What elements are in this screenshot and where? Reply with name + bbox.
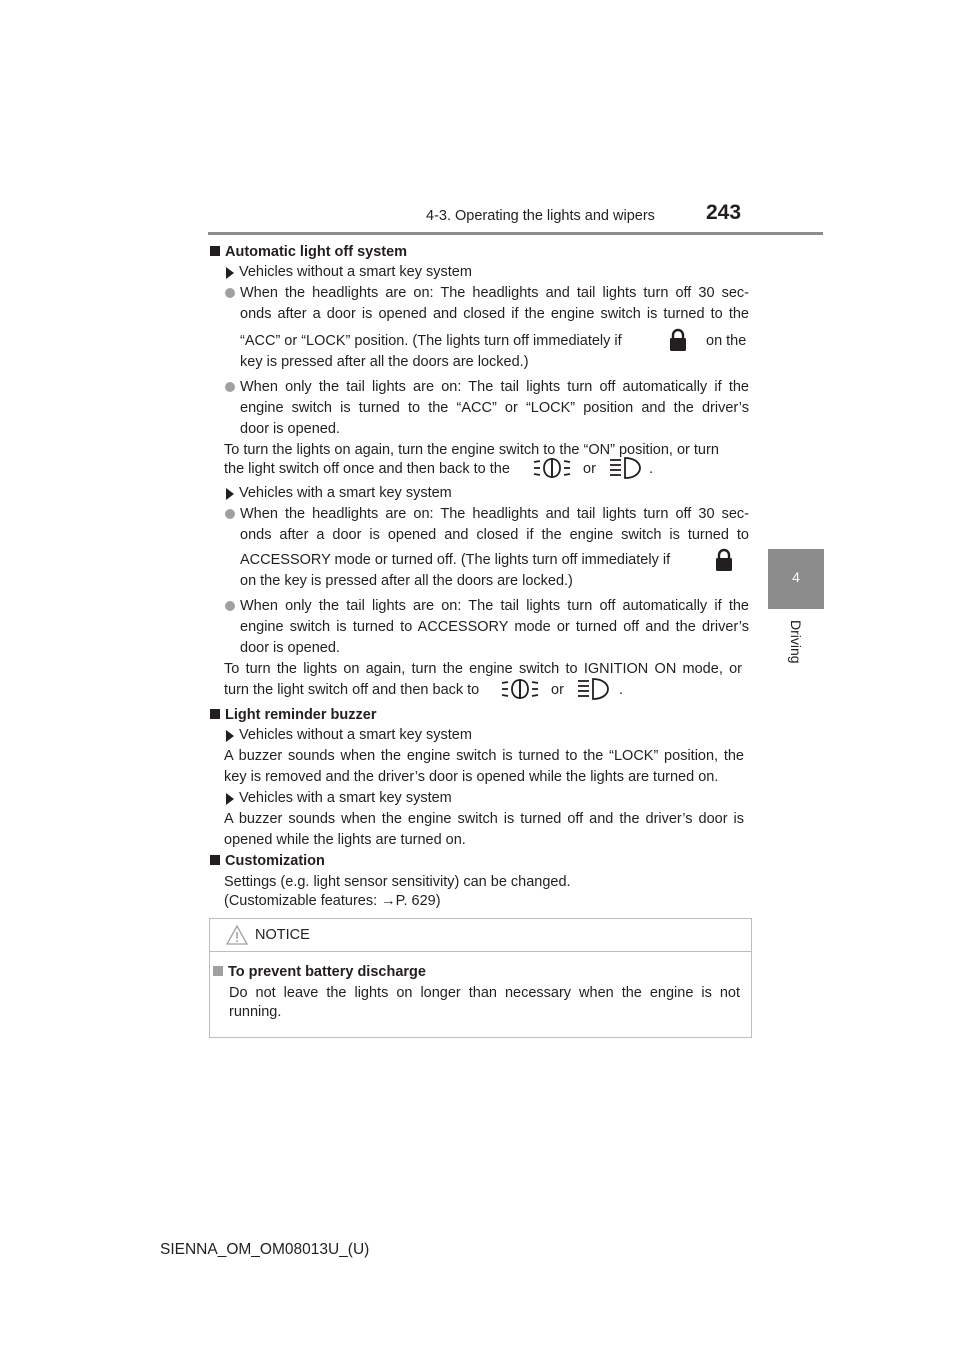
p3-line1: To turn the lights on again, turn the engine switch to the “ON” position, or turn xyxy=(224,442,719,458)
notice-heading: To prevent battery discharge xyxy=(213,962,426,983)
document-code: SIENNA_OM_OM08013U_(U) xyxy=(160,1241,370,1258)
subheading-with-smart-key: Vehicles with a smart key system xyxy=(239,485,452,501)
p7-line2: key is removed and the driver’s door is opened while the lights are turned on. xyxy=(224,769,719,785)
heading-buzzer: Light reminder buzzer xyxy=(210,705,376,726)
notice-label: NOTICE xyxy=(255,927,310,943)
p3-line2a: the light switch off once and then back to the xyxy=(224,461,510,477)
bullet-icon xyxy=(225,382,235,392)
page-header xyxy=(0,0,960,240)
p8-line1: A buzzer sounds when the engine switch is turned off and the driver’s door is xyxy=(224,811,744,827)
chapter-number: 4 xyxy=(792,569,800,585)
page-number: 243 xyxy=(706,201,742,224)
heading-square-icon xyxy=(210,246,220,256)
section-title: 4-3. Operating the lights and wipers xyxy=(426,208,655,224)
warning-triangle-icon xyxy=(226,925,248,945)
p8-line2: opened while the lights are turned on. xyxy=(224,832,466,848)
headlight-icon xyxy=(608,455,642,481)
p2-line1: When only the tail lights are on: The tail lights turn off automatically if the xyxy=(240,379,749,395)
p7-line1: A buzzer sounds when the engine switch is turned to the “LOCK” position, the xyxy=(224,748,744,764)
p3-or: or xyxy=(583,461,596,477)
lock-icon xyxy=(668,328,688,352)
p2-line3: door is opened. xyxy=(240,421,340,437)
chapter-tab xyxy=(768,549,824,609)
notice-text-line2: running. xyxy=(229,1004,282,1020)
subheading-with-smart-key: Vehicles with a smart key system xyxy=(239,790,452,806)
heading-customization: Customization xyxy=(210,851,325,872)
p5-line2: engine switch is turned to ACCESSORY mode or turned off and the driver’s xyxy=(240,619,749,635)
heading-auto-off: Automatic light off system xyxy=(210,242,407,263)
subheading-without-smart-key: Vehicles without a smart key system xyxy=(239,727,472,743)
bullet-icon xyxy=(225,509,235,519)
p1-line2: onds after a door is opened and closed if the engine switch is turned to the xyxy=(240,306,749,322)
p1-line1: When the headlights are on: The headlights and tail lights turn off 30 sec- xyxy=(240,285,749,301)
header-divider xyxy=(208,232,823,235)
p4-line3: ACCESSORY mode or turned off. (The lights turn off immediately if xyxy=(240,552,671,568)
p5-line1: When only the tail lights are on: The tail lights turn off automatically if the xyxy=(240,598,749,614)
tail-light-icon xyxy=(533,456,571,480)
p6-period: . xyxy=(619,682,624,698)
p6-line1: To turn the lights on again, turn the engine switch to IGNITION ON mode, or xyxy=(224,661,742,677)
p5-line3: door is opened. xyxy=(240,640,340,656)
p9-line2: (Customizable features: →P. 629) xyxy=(224,893,441,909)
bullet-icon xyxy=(225,288,235,298)
p4-line1: When the headlights are on: The headlights and tail lights turn off 30 sec- xyxy=(240,506,749,522)
p1-line4: key is pressed after all the doors are locked.) xyxy=(240,354,529,370)
chapter-label-text: Driving xyxy=(788,620,804,664)
heading-square-icon xyxy=(213,966,223,976)
bullet-icon xyxy=(225,601,235,611)
p1-line3b: on the xyxy=(706,333,747,349)
p9-line1: Settings (e.g. light sensor sensitivity) can be changed. xyxy=(224,874,571,890)
lock-icon xyxy=(714,548,734,572)
arrow-right-icon xyxy=(226,730,234,742)
headlight-icon xyxy=(576,676,610,702)
notice-text-line1: Do not leave the lights on longer than necessary when the engine is not xyxy=(229,985,740,1001)
notice-box xyxy=(209,918,752,1038)
subheading-without-smart-key: Vehicles without a smart key system xyxy=(239,264,472,280)
arrow-right-icon xyxy=(226,488,234,500)
p3-period: . xyxy=(649,461,654,477)
arrow-right-icon xyxy=(226,793,234,805)
p6-line2a: turn the light switch off and then back to xyxy=(224,682,480,698)
p2-line2: engine switch is turned to the “ACC” or “LOCK” position and the driver’s xyxy=(240,400,749,416)
p1-line3a: “ACC” or “LOCK” position. (The lights turn off immediately if xyxy=(240,333,622,349)
notice-header xyxy=(210,919,751,952)
arrow-right-icon xyxy=(226,267,234,279)
chapter-label xyxy=(790,620,804,680)
heading-square-icon xyxy=(210,709,220,719)
tail-light-icon xyxy=(501,677,539,701)
p6-or: or xyxy=(551,682,564,698)
heading-square-icon xyxy=(210,855,220,865)
p4-line2: onds after a door is opened and closed if the engine switch is turned to xyxy=(240,527,749,543)
p4-line4: on the key is pressed after all the doors are locked.) xyxy=(240,573,573,589)
